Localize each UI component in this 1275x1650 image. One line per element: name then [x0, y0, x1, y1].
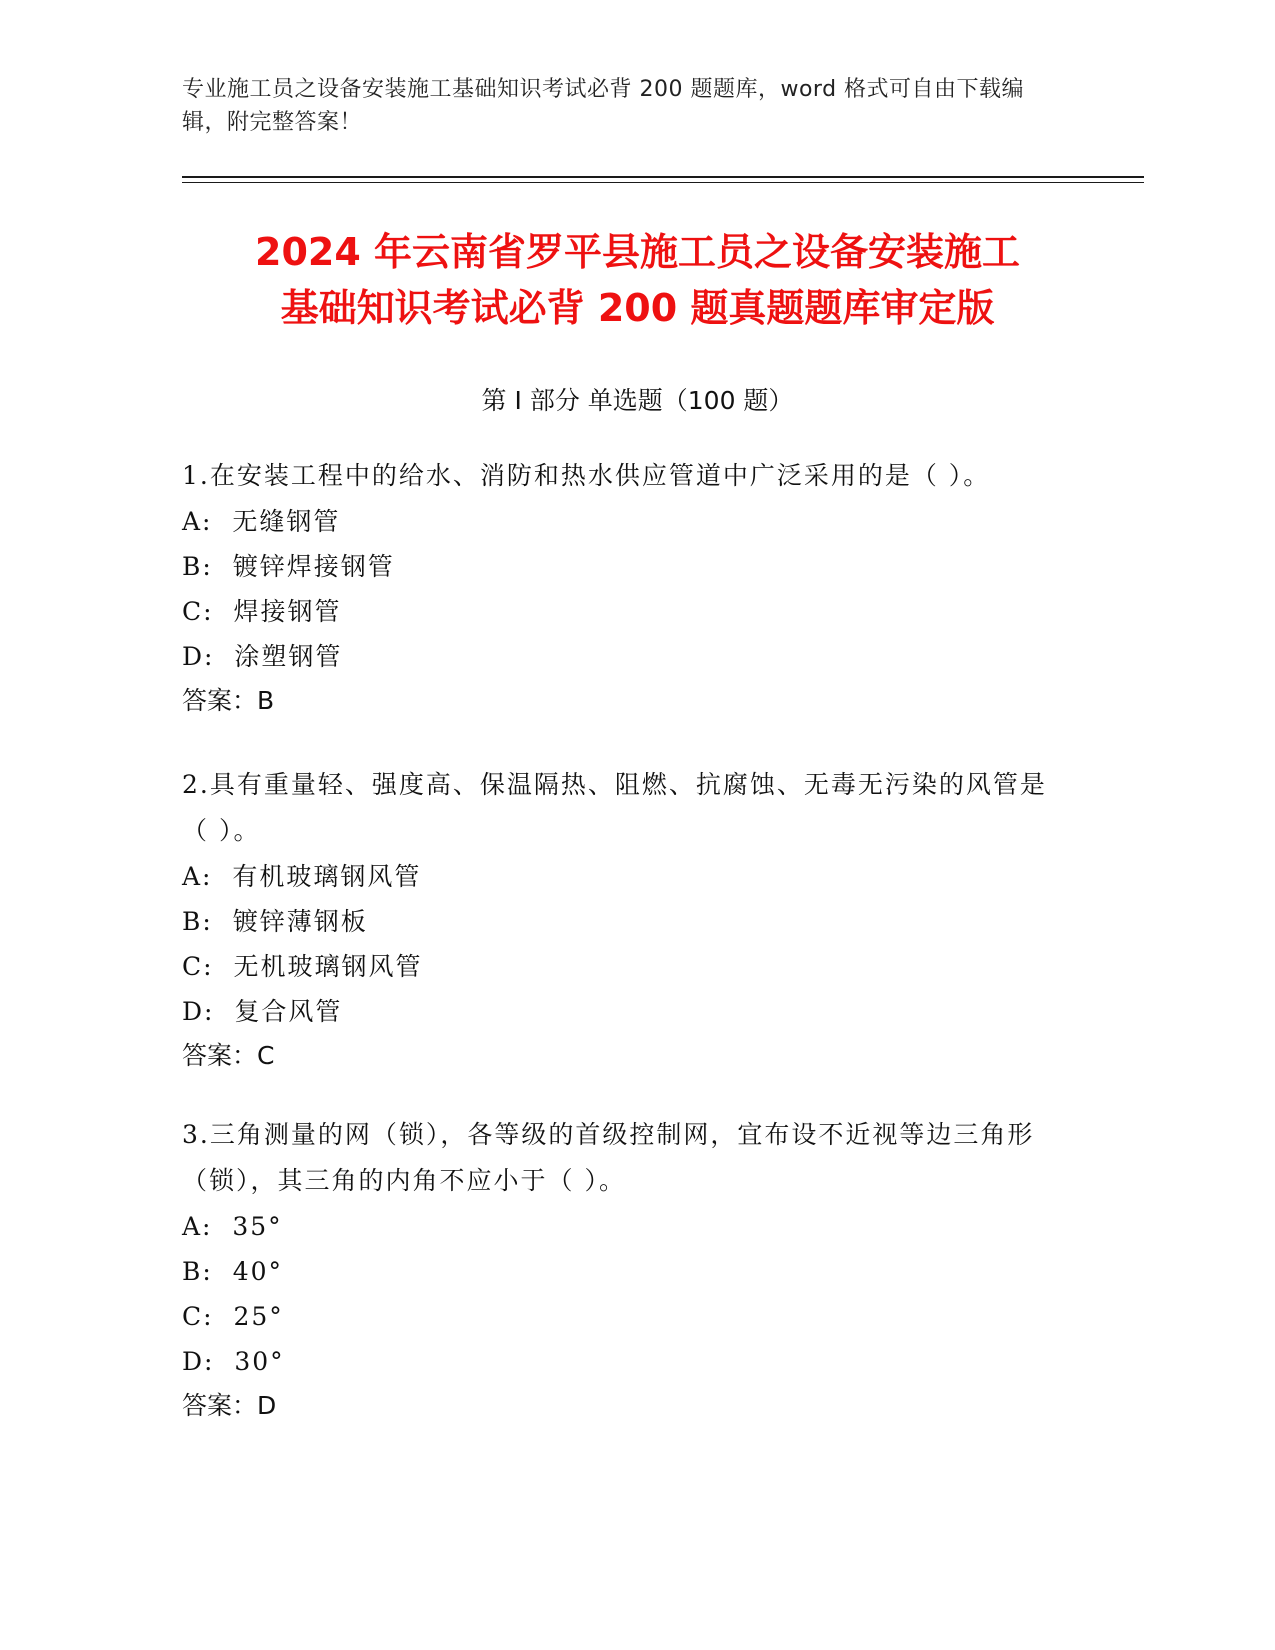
question-stem: 3.三角测量的网（锁），各等级的首级控制网，宜布设不近视等边三角形（锁），其三角的内角不应小于（ ）。 — [182, 1120, 1035, 1195]
option-b: B: 40° — [182, 1257, 283, 1286]
option-d: D: 30° — [182, 1347, 285, 1376]
option-c: C: 焊接钢管 — [182, 597, 342, 626]
option-b: B: 镀锌薄钢板 — [182, 907, 368, 936]
header-divider — [182, 176, 1144, 178]
document-title — [150, 224, 1125, 336]
document-title-line-2: 基础知识考试必背 200 题真题题库审定版 — [280, 286, 995, 330]
header-divider-thin — [182, 182, 1144, 183]
answer: 答案：C — [182, 1041, 275, 1070]
option-a: A: 有机玻璃钢风管 — [182, 862, 422, 891]
answer: 答案：D — [182, 1391, 277, 1420]
header-note: 专业施工员之设备安装施工基础知识考试必背 200 题题库，word 格式可自由下载编辑，附完整答案！ — [182, 77, 1025, 135]
option-c: C: 25° — [182, 1302, 284, 1331]
document-title-line-1: 2024 年云南省罗平县施工员之设备安装施工 — [255, 230, 1020, 274]
option-d: D: 复合风管 — [182, 997, 343, 1026]
question-2 — [182, 762, 1062, 1078]
section-heading: 第 I 部分 单选题（100 题） — [481, 386, 794, 415]
question-3 — [182, 1112, 1062, 1428]
option-d: D: 涂塑钢管 — [182, 642, 343, 671]
question-1 — [182, 453, 1062, 723]
answer: 答案：B — [182, 686, 275, 715]
option-b: B: 镀锌焊接钢管 — [182, 552, 395, 581]
option-a: A: 无缝钢管 — [182, 507, 341, 536]
option-c: C: 无机玻璃钢风管 — [182, 952, 423, 981]
question-stem: 2.具有重量轻、强度高、保温隔热、阻燃、抗腐蚀、无毒无污染的风管是（ ）。 — [182, 770, 1047, 845]
option-a: A: 35° — [182, 1212, 283, 1241]
question-stem: 1.在安装工程中的给水、消防和热水供应管道中广泛采用的是（ ）。 — [182, 461, 991, 490]
